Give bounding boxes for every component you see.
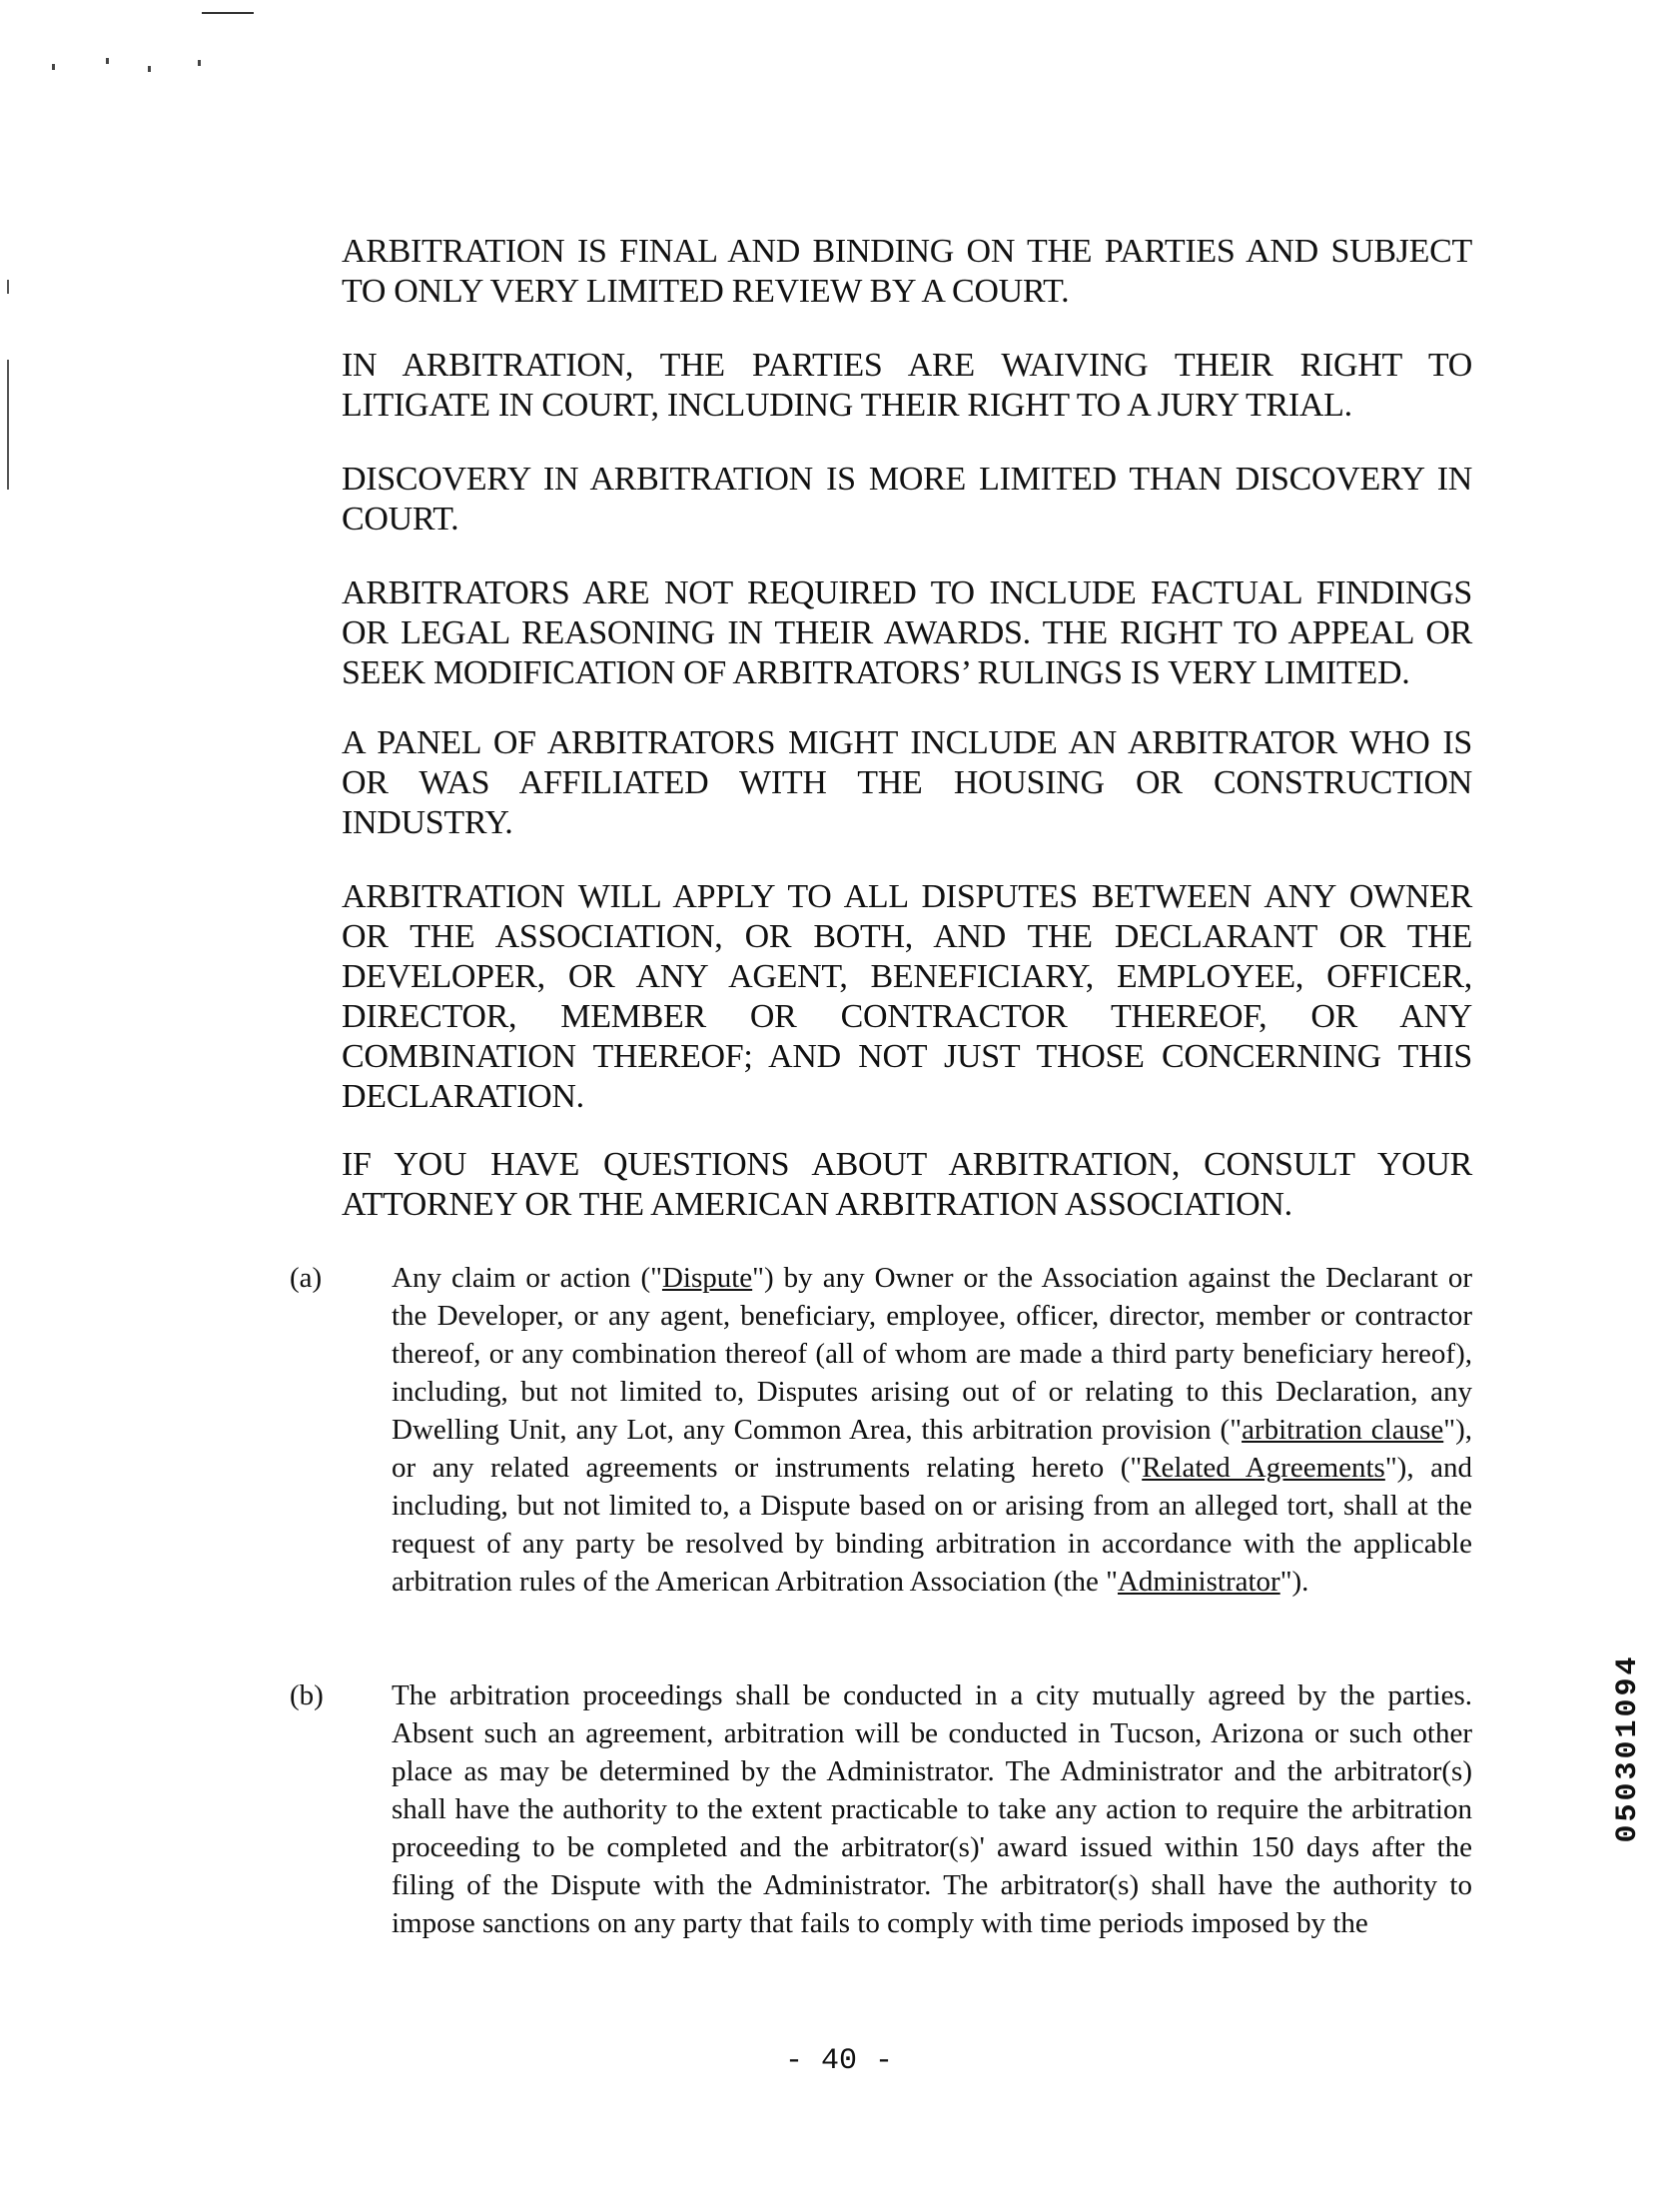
document-stamp-text: 050301094 (1611, 1654, 1645, 1843)
page-number: - 40 - (784, 2044, 894, 2078)
paragraph-b-label: (b) (290, 1679, 324, 1711)
paragraph-b-text: The arbitration proceedings shall be conducted in a city mutually agreed by the parties. Absent such an agreement, arbitration will be conducted in Tucson, Arizona or such other place as may be determined by the Administrator. The Administrator and the arbitrator(s) shall have the authority to the extent practicable to take any action to require the arbitration proceeding to be completed and the arbitrator(s)' award issued within 150 days after the filing of the Dispute with the Administrator. The arbitrator(s) shall have the authority to impose sanctions on any party that fails to comply with time periods imposed by the (392, 1679, 1472, 1939)
paragraph-a-label: (a) (290, 1262, 323, 1294)
paragraph-a-text-part: "), or any related agreements or instruments relating hereto (" (392, 1414, 1472, 1484)
notice-jury-waiver: IN ARBITRATION, THE PARTIES ARE WAIVING THEIR RIGHT TO LITIGATE IN COURT, INCLUDING THEIR RIGHT TO A JURY TRIAL. (342, 347, 1472, 424)
defined-term-dispute: Dispute (661, 1262, 753, 1294)
paragraph-a-text (392, 1259, 1472, 1601)
top-rule (202, 12, 254, 14)
paragraph-a-text-part: Any claim or action (" (392, 1262, 662, 1294)
notice-final-binding: ARBITRATION IS FINAL AND BINDING ON THE PARTIES AND SUBJECT TO ONLY VERY LIMITED REVIEW BY A COURT. (342, 233, 1472, 310)
paragraph-a-text-part: "), and including, but not limited to, a Dispute based on or arising from an alleged tort, shall at the request of any party be resolved by binding arbitration in accordance with the applicable arbitration rules of the American Arbitration Association (the " (392, 1452, 1472, 1598)
defined-term-arbitration-clause: arbitration clause (1242, 1414, 1444, 1446)
scan-artifact (52, 58, 212, 78)
scan-artifact-left (7, 360, 9, 490)
notice-questions: IF YOU HAVE QUESTIONS ABOUT ARBITRATION, CONSULT YOUR ATTORNEY OR THE AMERICAN ARBITRATION ASSOCIATION. (342, 1146, 1472, 1223)
document-stamp (1598, 1559, 1658, 1938)
notice-scope: ARBITRATION WILL APPLY TO ALL DISPUTES BETWEEN ANY OWNER OR THE ASSOCIATION, OR BOTH, AND THE DECLARANT OR THE DEVELOPER, OR ANY AGENT, BENEFICIARY, EMPLOYEE, OFFICER, DIRECTOR, MEMBER OR CONTRACTOR THEREOF, OR ANY COMBINATION THEREOF; AND NOT JUST THOSE CONCERNING THIS DECLARATION. (342, 878, 1472, 1115)
defined-term-administrator: Administrator (1117, 1566, 1280, 1598)
paragraph-a-text-part: ") by any Owner or the Association against the Declarant or the Developer, or any agent, beneficiary, employee, officer, director, member or contractor thereof, or any combination thereof (all of whom are made a third party beneficiary hereof), including, but not limited to, Disputes arising out of or relating to this Declaration, any Dwelling Unit, any Lot, any Common Area, this arbitration provision (" (392, 1262, 1472, 1446)
notice-discovery: DISCOVERY IN ARBITRATION IS MORE LIMITED THAN DISCOVERY IN COURT. (342, 461, 1472, 538)
notice-findings: ARBITRATORS ARE NOT REQUIRED TO INCLUDE FACTUAL FINDINGS OR LEGAL REASONING IN THEIR AWARDS. THE RIGHT TO APPEAL OR SEEK MODIFICATION OF ARBITRATORS’ RULINGS IS VERY LIMITED. (342, 574, 1472, 691)
defined-term-related-agreements: Related Agreements (1142, 1452, 1385, 1484)
paragraph-a-text-part: "). (1279, 1566, 1309, 1598)
notice-panel: A PANEL OF ARBITRATORS MIGHT INCLUDE AN ARBITRATOR WHO IS OR WAS AFFILIATED WITH THE HOUSING OR CONSTRUCTION INDUSTRY. (342, 724, 1472, 841)
scan-artifact-left (7, 280, 9, 294)
